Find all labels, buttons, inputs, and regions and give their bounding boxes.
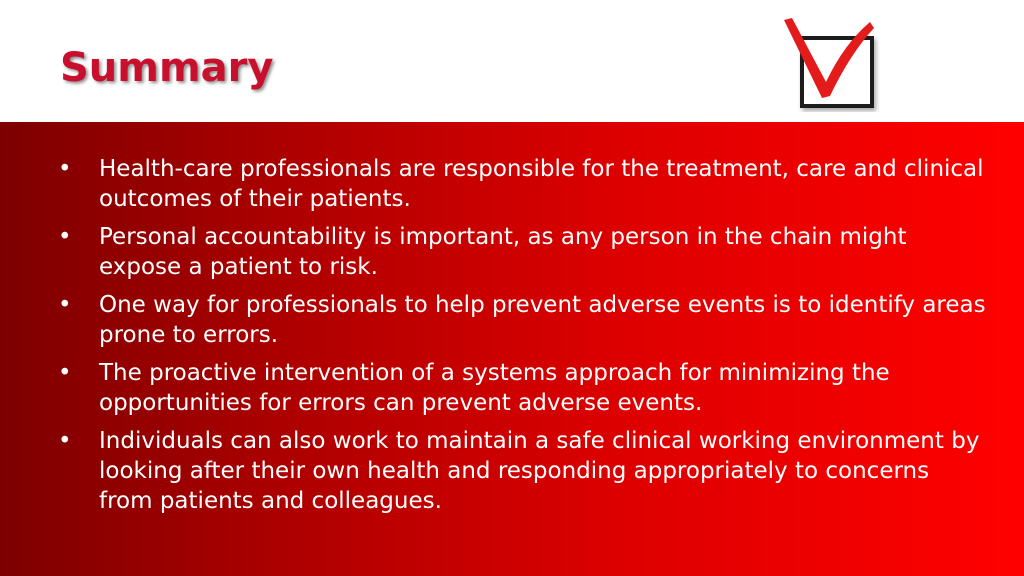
slide-title: Summary <box>60 45 274 91</box>
checkbox-checkmark-icon <box>776 8 886 112</box>
bullet-text: Health-care professionals are responsible for the treatment, care and clinical outcomes of their patients. <box>99 156 984 212</box>
bullet-item <box>58 358 988 418</box>
bullet-glyph: • <box>58 428 72 454</box>
bullet-glyph: • <box>58 224 72 250</box>
bullet-text: Personal accountability is important, as any person in the chain might expose a patient to risk. <box>99 224 907 280</box>
slide-content <box>0 122 1024 576</box>
bullet-item <box>58 290 988 350</box>
bullet-text: One way for professionals to help prevent adverse events is to identify areas prone to errors. <box>99 292 986 348</box>
bullet-text: The proactive intervention of a systems approach for minimizing the opportunities for errors can prevent adverse events. <box>99 360 890 416</box>
slide-header <box>0 0 1024 122</box>
bullet-item <box>58 426 988 516</box>
bullet-list <box>58 154 988 524</box>
bullet-glyph: • <box>58 360 72 386</box>
bullet-item <box>58 222 988 282</box>
bullet-glyph: • <box>58 292 72 318</box>
bullet-glyph: • <box>58 156 72 182</box>
bullet-item <box>58 154 988 214</box>
bullet-text: Individuals can also work to maintain a safe clinical working environment by looking after their own health and responding appropriately to concerns from patients and colleagues. <box>99 428 980 514</box>
